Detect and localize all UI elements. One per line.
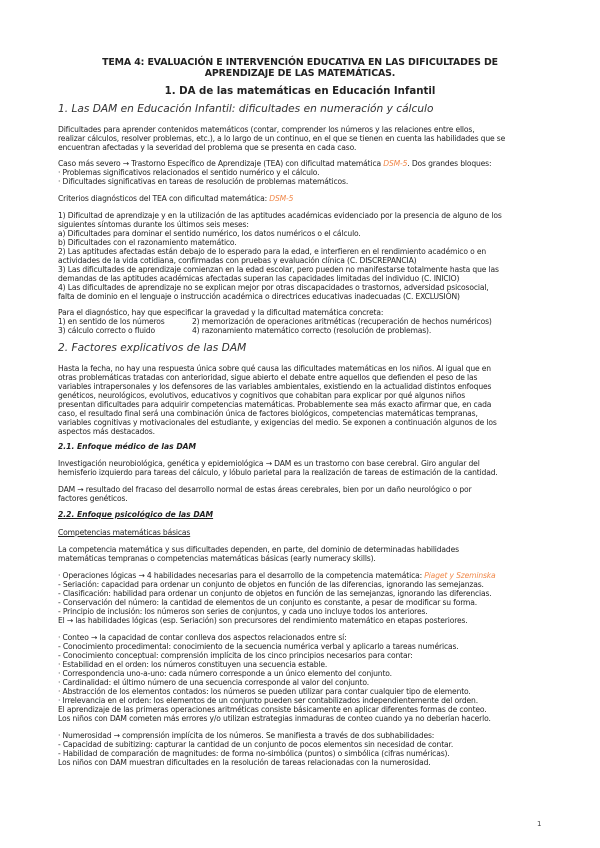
- numerosity-line: - Habilidad de comparación de magnitudes: de forma no-simbólica (puntos) o simbólica (cifras numéricas).: [58, 749, 450, 758]
- block-item: · Dificultades significativas en tareas de resolución de problemas matemáticos.: [58, 177, 349, 186]
- competencies-title: Competencias matemáticas básicas: [58, 528, 191, 537]
- intro-line: realizar cálculos, resolver problemas, etc.), a lo largo de un continuo, en el que se tienen en cuenta las habilidades que se: [58, 134, 506, 143]
- criteria-item: demandas de las aptitudes académicas afectadas superan las capacidades limitadas del individuo (C. INICIO): [58, 274, 460, 283]
- counting-line: - Conocimiento conceptual: comprensión implícita de los cinco principios necesarios para contar:: [58, 651, 413, 660]
- paragraph-line: caso, el resultado final será una combinación única de factores biológicos, competencias matemáticas tempranas,: [58, 409, 478, 418]
- piaget-label: Piaget y Szeminska: [424, 571, 496, 580]
- logical-op-item: - Seriación: capacidad para ordenar un conjunto de objetos en función de las diferencias, ignorando las semejanzas.: [58, 580, 484, 589]
- paragraph-line: presentan dificultades para adquirir competencias matemáticas. Probablemente sea más exacto afirmar que, en cada: [58, 400, 492, 409]
- medical-approach-heading: 2.1. Enfoque médico de las DAM: [58, 442, 197, 451]
- counting-line: · Estabilidad en el orden: los números constituyen una secuencia estable.: [58, 660, 328, 669]
- logical-ops-text: · Operaciones lógicas → 4 habilidades necesarias para el desarrollo de la competencia matemática:: [58, 571, 425, 580]
- paragraph-line: aspectos más destacados.: [58, 427, 155, 436]
- block-item: · Problemas significativos relacionados el sentido numérico y el cálculo.: [58, 168, 320, 177]
- competencies-line: matemáticas tempranas o competencias matemáticas básicas (early numeracy skills).: [58, 554, 376, 563]
- section-heading: 1. DA de las matemáticas en Educación Infantil: [164, 86, 436, 97]
- medical-line: Investigación neurobiológica, genética y epidemiológica → DAM es un trastorno con base cerebral. Giro angular del: [58, 459, 480, 468]
- logical-op-item: - Conservación del número: la cantidad de elementos de un conjunto es constante, a pesar de modificar su forma.: [58, 598, 478, 607]
- logical-op-item: El → las habilidades lógicas (esp. Seriación) son precursores del rendimiento matemático en etapas posteriores.: [58, 616, 468, 625]
- page-number: 1: [537, 820, 542, 828]
- paragraph-line: variables intrapersonales y los defensores de las variables ambientales, existiendo en la actualidad distintos enfoques: [58, 382, 492, 391]
- severity-row-1: [58, 317, 492, 326]
- criteria-item: actividades de la vida cotidiana, confirmadas con pruebas y evaluación clínica (C. DISCREPANCIA): [58, 256, 417, 265]
- severe-case-tail: . Dos grandes bloques:: [407, 159, 492, 168]
- severe-case-text: Caso más severo → Trastorno Específico de Aprendizaje (TEA) con dificultad matemática: [58, 159, 384, 168]
- logical-op-item: - Principio de inclusión: los números son series de conjuntos, y cada uno incluye todos los anteriores.: [58, 607, 428, 616]
- severity-line: Para el diagnóstico, hay que especificar la gravedad y la dificultad matemática concreta:: [58, 308, 384, 317]
- criteria-item: b) Dificultades con el razonamiento matemático.: [58, 238, 237, 247]
- criteria-item: siguientes síntomas durante los últimos seis meses:: [58, 220, 249, 229]
- severity-cell: 3) cálculo correcto o fluido: [58, 326, 155, 335]
- intro-line: encuentran afectadas y la severidad del problema que se presenta en cada caso.: [58, 143, 357, 152]
- intro-line: Dificultades para aprender contenidos matemáticos (contar, comprender los números y las relaciones entre ellos,: [58, 125, 475, 134]
- psychological-approach-heading: 2.2. Enfoque psicológico de las DAM: [58, 510, 214, 519]
- paragraph-line: genéticos, neurológicos, evolutivos, educativos y cognitivos que cohabitan para explicar por qué algunos niños: [58, 391, 466, 400]
- numerosity-line: · Numerosidad → comprensión implícita de los números. Se manifiesta a través de dos subhabilidades:: [58, 731, 435, 740]
- counting-line: · Cardinalidad: el último número de una secuencia corresponde al valor del conjunto.: [58, 678, 369, 687]
- document-title-line2: APRENDIZAJE DE LAS MATEMÁTICAS.: [204, 68, 396, 79]
- medical-line: hemisferio izquierdo para tareas del cálculo, y lóbulo parietal para la realización de tareas de estimación de la cantidad.: [58, 468, 498, 477]
- counting-line: · Correspondencia uno-a-uno: cada número corresponde a un único elemento del conjunto.: [58, 669, 392, 678]
- dsm-label: DSM-5: [269, 194, 294, 203]
- criteria-item: 2) Las aptitudes afectadas están debajo de lo esperado para la edad, e interfieren en el rendimiento académico o en: [58, 247, 487, 256]
- numerosity-line: - Capacidad de subitizing: capturar la cantidad de un conjunto de pocos elementos sin necesidad de contar.: [58, 740, 454, 749]
- criteria-item: 4) Las dificultades de aprendizaje no se explican mejor por otras discapacidades o trastornos, adversidad psicosocial,: [58, 283, 489, 292]
- competencies-line: La competencia matemática y sus dificultades dependen, en parte, del dominio de determinadas habilidades: [58, 545, 459, 554]
- paragraph-line: variables cognitivas y motivacionales del estudiante, y exigencias del medio. Se exponen a continuación algunos de los: [58, 418, 497, 427]
- severity-cell: 2) memorización de operaciones aritméticas (recuperación de hechos numéricos): [192, 317, 492, 326]
- counting-line: El aprendizaje de las primeras operaciones aritméticas consiste básicamente en aplicar diferentes formas de conteo.: [58, 705, 487, 714]
- medical-line: DAM → resultado del fracaso del desarrollo normal de estas áreas cerebrales, bien por un daño neurológico o por: [58, 485, 472, 494]
- counting-line: - Conocimiento procedimental: conocimiento de la secuencia numérica verbal y aplicarlo a tareas numéricas.: [58, 642, 459, 651]
- severity-row-2: [58, 326, 432, 335]
- counting-line: · Irrelevancia en el orden: los elementos de un conjunto pueden ser contabilizados independientemente del orden.: [58, 696, 478, 705]
- severe-case-line: [58, 159, 491, 168]
- counting-line: · Conteo → la capacidad de contar conlleva dos aspectos relacionados entre sí:: [58, 633, 347, 642]
- paragraph-line: Hasta la fecha, no hay una respuesta única sobre qué causa las dificultades matemáticas en los niños. Al igual que en: [58, 364, 491, 373]
- numerosity-line: Los niños con DAM muestran dificultades en la resolución de tareas relacionadas con la numerosidad.: [58, 758, 431, 767]
- criteria-line: [58, 194, 293, 203]
- logical-ops-line: [58, 571, 496, 580]
- criteria-item: 1) Dificultad de aprendizaje y en la utilización de las aptitudes académicas evidenciado por la presencia de alguno de los: [58, 211, 502, 220]
- severity-cell: 4) razonamiento matemático correcto (resolución de problemas).: [192, 326, 432, 335]
- dsm-label: DSM-5: [383, 159, 408, 168]
- criteria-item: falta de dominio en el lenguaje o instrucción académica o directrices educativas inadecuadas (C. EXCLUSIÓN): [58, 292, 460, 301]
- criteria-item: 3) Las dificultades de aprendizaje comienzan en la edad escolar, pero pueden no manifestarse totalmente hasta que las: [58, 265, 499, 274]
- criteria-item: a) Dificultades para dominar el sentido numérico, los datos numéricos o el cálculo.: [58, 229, 361, 238]
- paragraph-line: otras problemáticas tratadas con anterioridad, sigue abierto el debate entre aquellos que defienden el peso de las: [58, 373, 478, 382]
- subsection-2-heading: 2. Factores explicativos de las DAM: [58, 342, 247, 354]
- counting-line: Los niños con DAM cometen más errores y/o utilizan estrategias inmaduras de conteo cuando ya no deberían hacerlo.: [58, 714, 491, 723]
- medical-line: factores genéticos.: [58, 494, 128, 503]
- subsection-1-heading: 1. Las DAM en Educación Infantil: dificultades en numeración y cálculo: [58, 103, 434, 115]
- criteria-text: Criterios diagnósticos del TEA con dificultad matemática:: [58, 194, 270, 203]
- logical-op-item: - Clasificación: habilidad para ordenar un conjunto de objetos en función de las semejanzas, ignorando las diferencias.: [58, 589, 492, 598]
- document-title-line1: TEMA 4: EVALUACIÓN E INTERVENCIÓN EDUCATIVA EN LAS DIFICULTADES DE: [102, 57, 498, 68]
- counting-line: · Abstracción de los elementos contados: los números se pueden utilizar para contar cualquier tipo de elemento.: [58, 687, 471, 696]
- severity-cell: 1) en sentido de los números: [58, 317, 165, 326]
